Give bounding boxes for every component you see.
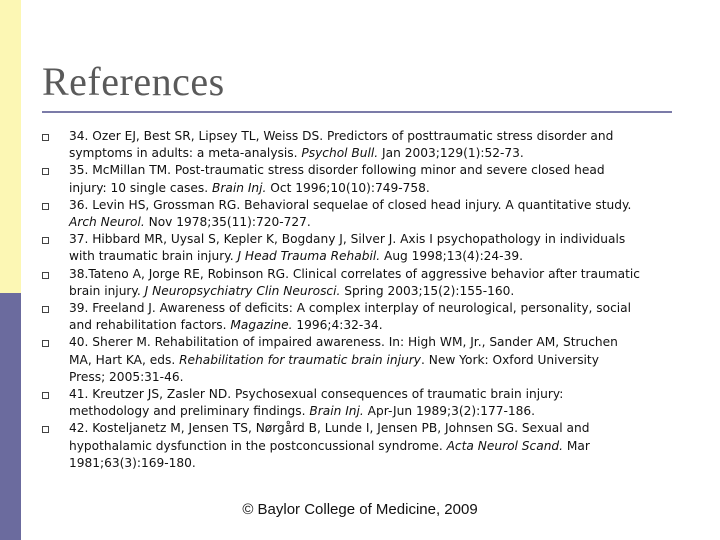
reference-text: 40. Sherer M. Rehabilitation of impaired awareness. In: High WM, Jr., Sander AM, Struchen xyxy=(69,335,618,350)
reference-line xyxy=(69,352,687,369)
reference-line xyxy=(69,300,687,317)
reference-item xyxy=(42,231,687,265)
reference-text: Nov 1978;35(11):720-727. xyxy=(144,215,311,230)
square-bullet-icon xyxy=(42,340,49,347)
square-bullet-icon xyxy=(42,134,49,141)
journal-title: J Head Trauma Rehabil. xyxy=(237,249,381,264)
reference-text: Spring 2003;15(2):155-160. xyxy=(340,283,515,298)
reference-text: Mar xyxy=(563,438,590,453)
reference-item xyxy=(42,128,687,162)
journal-title: Acta Neurol Scand. xyxy=(446,438,564,453)
reference-text: methodology and preliminary findings. xyxy=(69,404,310,419)
reference-text: 35. McMillan TM. Post-traumatic stress disorder following minor and severe closed head xyxy=(69,163,605,178)
reference-line xyxy=(69,128,687,145)
reference-item xyxy=(42,162,687,196)
reference-text: 37. Hibbard MR, Uysal S, Kepler K, Bogdany J, Silver J. Axis I psychopathology in individuals xyxy=(69,232,626,247)
reference-line xyxy=(69,283,687,300)
reference-text: injury: 10 single cases. xyxy=(69,180,212,195)
reference-text: 34. Ozer EJ, Best SR, Lipsey TL, Weiss DS. Predictors of posttraumatic stress disorder and xyxy=(69,129,614,143)
side-bar-yellow xyxy=(0,0,21,293)
reference-text: and rehabilitation factors. xyxy=(69,318,231,333)
reference-item xyxy=(42,386,687,420)
reference-line xyxy=(69,248,687,265)
slide-title: References xyxy=(42,59,225,104)
square-bullet-icon xyxy=(42,168,49,175)
reference-text: Jan 2003;129(1):52-73. xyxy=(378,146,524,161)
reference-text: Oct 1996;10(10):749-758. xyxy=(266,180,430,195)
reference-text: with traumatic brain injury. xyxy=(69,249,238,264)
reference-text: . New York: Oxford University xyxy=(420,352,599,367)
square-bullet-icon xyxy=(42,203,49,210)
reference-list xyxy=(42,128,687,472)
reference-text: brain injury. xyxy=(69,283,145,298)
square-bullet-icon xyxy=(42,272,49,279)
reference-item xyxy=(42,266,687,300)
journal-title: Psychol Bull. xyxy=(301,146,379,161)
reference-line xyxy=(69,438,687,455)
reference-text: MA, Hart KA, eds. xyxy=(69,352,180,367)
reference-item xyxy=(42,300,687,334)
reference-text: 1996;4:32-34. xyxy=(292,318,383,333)
footer-copyright: © Baylor College of Medicine, 2009 xyxy=(242,501,478,518)
reference-line xyxy=(69,266,687,283)
reference-line xyxy=(69,180,687,197)
square-bullet-icon xyxy=(42,426,49,433)
reference-item xyxy=(42,197,687,231)
title-underline xyxy=(42,111,672,113)
reference-text: hypothalamic dysfunction in the postconcussional syndrome. xyxy=(69,438,447,453)
reference-text: 36. Levin HS, Grossman RG. Behavioral sequelae of closed head injury. A quantitative study. xyxy=(69,197,632,212)
reference-text: 41. Kreutzer JS, Zasler ND. Psychosexual consequences of traumatic brain injury: xyxy=(69,387,564,402)
reference-item xyxy=(42,420,687,472)
reference-text: Aug 1998;13(4):24-39. xyxy=(380,249,523,264)
journal-title: J Neuropsychiatry Clin Neurosci. xyxy=(144,283,341,298)
reference-line xyxy=(69,231,687,248)
reference-line xyxy=(69,403,687,420)
journal-title: Magazine. xyxy=(230,318,293,333)
square-bullet-icon xyxy=(42,306,49,313)
reference-text: Press; 2005:31-46. xyxy=(69,369,184,384)
reference-text: 1981;63(3):169-180. xyxy=(69,455,196,470)
reference-line xyxy=(69,455,687,472)
reference-text: 42. Kosteljanetz M, Jensen TS, Nørgård B, Lunde I, Jensen PB, Johnsen SG. Sexual and xyxy=(69,421,590,436)
reference-line xyxy=(69,317,687,334)
reference-line xyxy=(69,162,687,179)
reference-text: Apr-Jun 1989;3(2):177-186. xyxy=(363,404,535,419)
square-bullet-icon xyxy=(42,237,49,244)
square-bullet-icon xyxy=(42,392,49,399)
reference-line xyxy=(69,420,687,437)
reference-line xyxy=(69,386,687,403)
journal-title: Rehabilitation for traumatic brain injury xyxy=(179,352,421,367)
reference-line xyxy=(69,145,687,162)
reference-line xyxy=(69,197,687,214)
reference-text: symptoms in adults: a meta-analysis. xyxy=(69,146,302,161)
reference-line xyxy=(69,334,687,351)
reference-item xyxy=(42,334,687,386)
reference-text: 38.Tateno A, Jorge RE, Robinson RG. Clinical correlates of aggressive behavior after traumatic xyxy=(69,266,640,281)
reference-line xyxy=(69,369,687,386)
reference-text: 39. Freeland J. Awareness of deficits: A complex interplay of neurological, personality, social xyxy=(69,301,632,316)
reference-line xyxy=(69,214,687,231)
journal-title: Arch Neurol. xyxy=(69,215,145,230)
journal-title: Brain Inj. xyxy=(309,404,364,419)
journal-title: Brain Inj. xyxy=(212,180,267,195)
